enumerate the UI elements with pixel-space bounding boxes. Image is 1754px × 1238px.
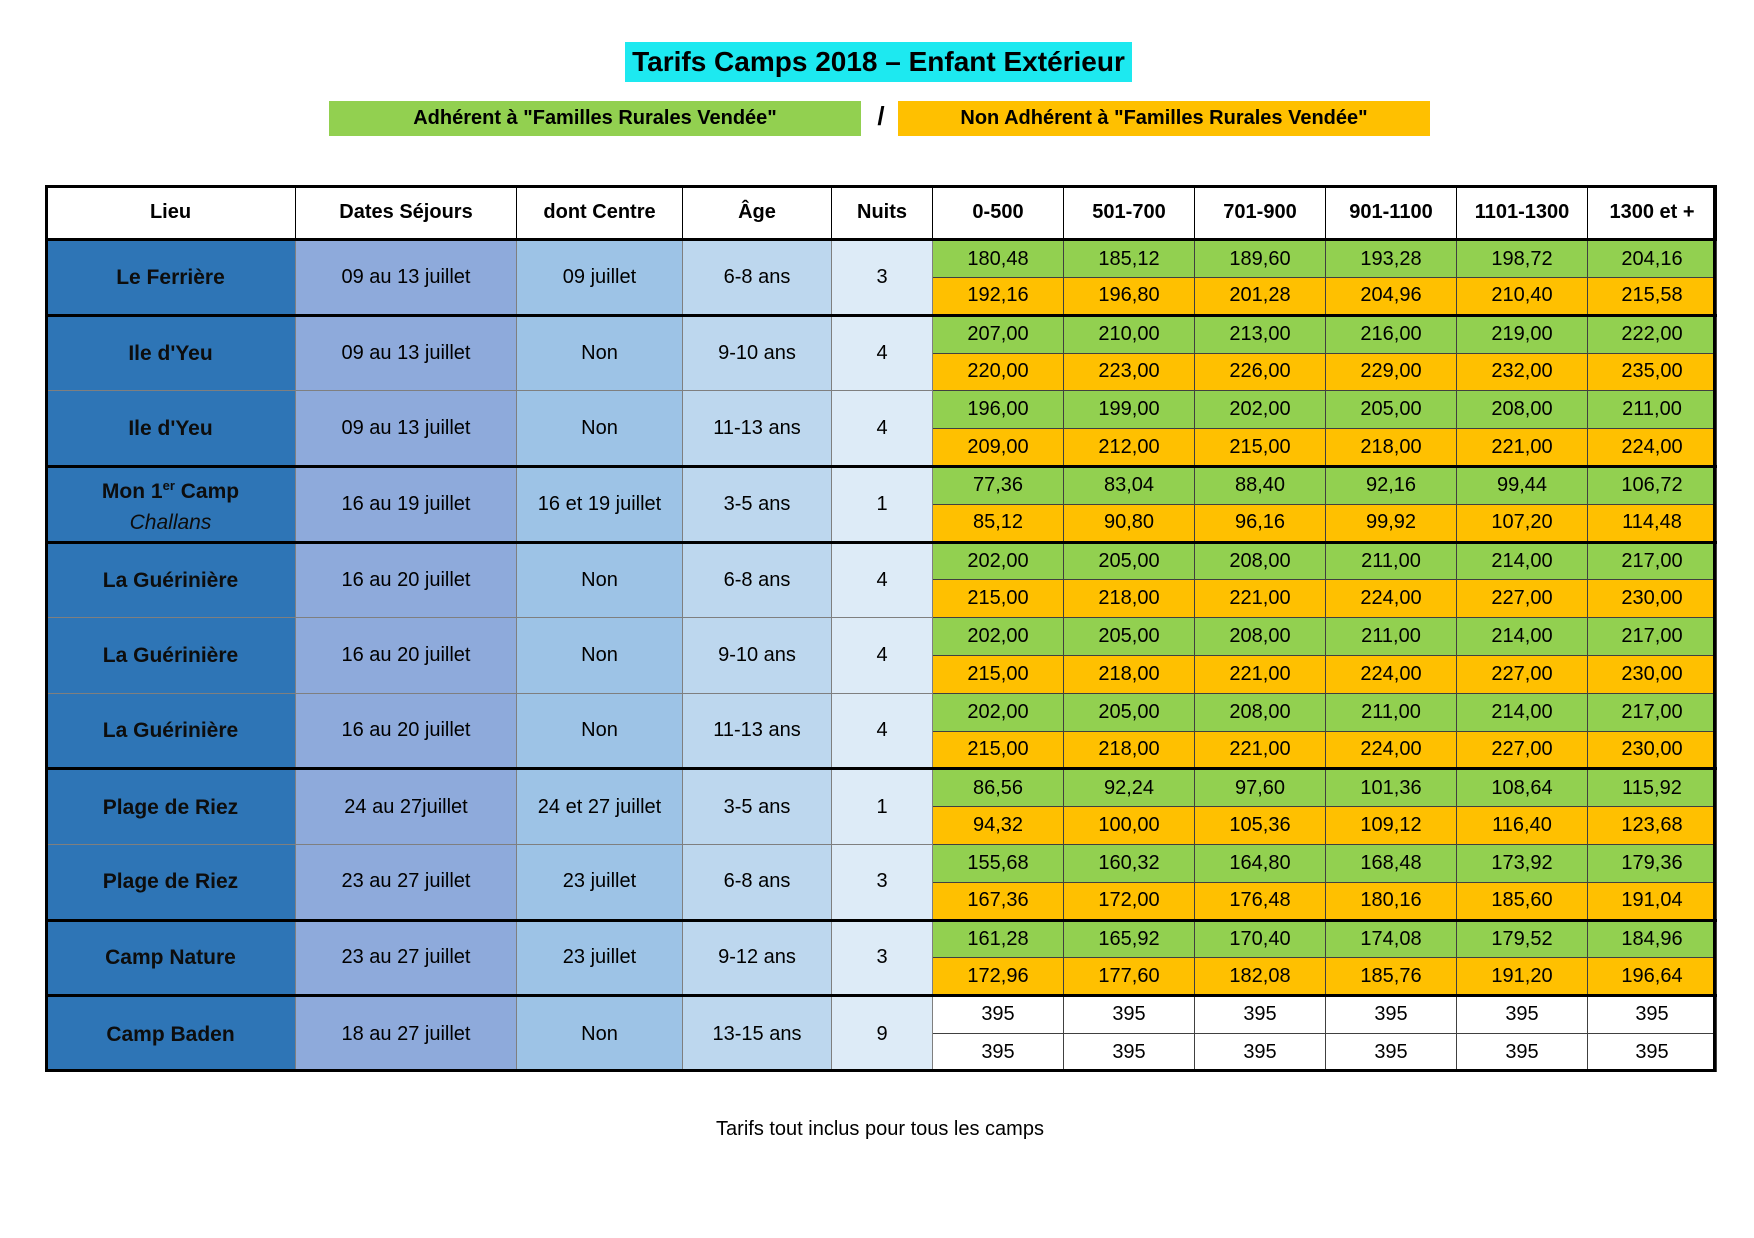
cell-lieu: Plage de Riez [46, 769, 296, 845]
cell-dates: 16 au 20 juillet [296, 618, 517, 694]
cell-nuits: 4 [832, 315, 933, 391]
price-adherent: 217,00 [1588, 542, 1717, 580]
header-0-500: 0-500 [933, 186, 1064, 240]
price-non-adherent: 209,00 [933, 429, 1064, 467]
price-non-adherent: 176,48 [1195, 882, 1326, 920]
price-adherent: 86,56 [933, 769, 1064, 807]
cell-nuits: 4 [832, 693, 933, 769]
lieu-name-sup: er [162, 478, 175, 494]
price-non-adherent: 227,00 [1457, 655, 1588, 693]
price-non-adherent: 221,00 [1195, 731, 1326, 769]
header-age: Âge [683, 186, 832, 240]
price-adherent: 165,92 [1064, 920, 1195, 958]
price-adherent: 208,00 [1457, 391, 1588, 429]
price-adherent: 202,00 [1195, 391, 1326, 429]
price-adherent: 185,12 [1064, 240, 1195, 278]
price-non-adherent: 94,32 [933, 807, 1064, 845]
price-non-adherent: 196,80 [1064, 277, 1195, 315]
cell-age: 6-8 ans [683, 542, 832, 618]
table-row-adherent [46, 693, 1717, 731]
tarifs-table [45, 185, 1717, 1072]
cell-age: 3-5 ans [683, 466, 832, 542]
table-row-adherent [46, 315, 1717, 353]
price-adherent: 216,00 [1326, 315, 1457, 353]
cell-lieu: Camp Baden [46, 996, 296, 1072]
page-title: Tarifs Camps 2018 – Enfant Extérieur [625, 42, 1132, 82]
lieu-name [46, 470, 295, 507]
cell-dates: 09 au 13 juillet [296, 240, 517, 316]
header-lieu: Lieu [46, 186, 296, 240]
price-adherent: 198,72 [1457, 240, 1588, 278]
price-non-adherent: 223,00 [1064, 353, 1195, 391]
price-adherent: 395 [1195, 996, 1326, 1034]
price-adherent: 184,96 [1588, 920, 1717, 958]
price-non-adherent: 395 [1457, 1033, 1588, 1071]
price-non-adherent: 96,16 [1195, 504, 1326, 542]
cell-lieu: La Guérinière [46, 693, 296, 769]
price-adherent: 189,60 [1195, 240, 1326, 278]
header-701-900: 701-900 [1195, 186, 1326, 240]
header-1300-plus: 1300 et + [1588, 186, 1717, 240]
price-non-adherent: 123,68 [1588, 807, 1717, 845]
price-adherent: 208,00 [1195, 542, 1326, 580]
price-adherent: 179,52 [1457, 920, 1588, 958]
cell-centre: Non [517, 542, 683, 618]
price-adherent: 395 [933, 996, 1064, 1034]
price-adherent: 168,48 [1326, 844, 1457, 882]
price-non-adherent: 230,00 [1588, 655, 1717, 693]
lieu-name-main: Mon 1 [101, 480, 163, 504]
legend-separator: / [877, 101, 885, 131]
cell-nuits: 9 [832, 996, 933, 1072]
price-adherent: 217,00 [1588, 693, 1717, 731]
table-row-adherent [46, 466, 1717, 504]
cell-age: 11-13 ans [683, 391, 832, 467]
price-non-adherent: 172,96 [933, 958, 1064, 996]
cell-age: 9-12 ans [683, 920, 832, 996]
cell-lieu: La Guérinière [46, 618, 296, 694]
price-non-adherent: 221,00 [1195, 580, 1326, 618]
legend-non-adherent: Non Adhérent à "Familles Rurales Vendée" [898, 101, 1430, 136]
cell-lieu: Plage de Riez [46, 844, 296, 920]
price-adherent: 205,00 [1064, 693, 1195, 731]
price-non-adherent: 224,00 [1326, 580, 1457, 618]
price-non-adherent: 218,00 [1064, 580, 1195, 618]
price-non-adherent: 221,00 [1195, 655, 1326, 693]
price-non-adherent: 204,96 [1326, 277, 1457, 315]
cell-lieu: Camp Nature [46, 920, 296, 996]
table-header-row [46, 186, 1717, 240]
price-non-adherent: 235,00 [1588, 353, 1717, 391]
price-non-adherent: 215,00 [933, 655, 1064, 693]
price-adherent: 92,24 [1064, 769, 1195, 807]
cell-lieu: Ile d'Yeu [46, 391, 296, 467]
price-adherent: 208,00 [1195, 693, 1326, 731]
price-non-adherent: 224,00 [1588, 429, 1717, 467]
price-adherent: 395 [1588, 996, 1717, 1034]
price-adherent: 205,00 [1064, 618, 1195, 656]
price-non-adherent: 105,36 [1195, 807, 1326, 845]
table-row-adherent [46, 920, 1717, 958]
price-non-adherent: 227,00 [1457, 731, 1588, 769]
price-adherent: 180,48 [933, 240, 1064, 278]
price-non-adherent: 224,00 [1326, 731, 1457, 769]
cell-lieu: Ile d'Yeu [46, 315, 296, 391]
price-non-adherent: 218,00 [1326, 429, 1457, 467]
table-row-adherent [46, 391, 1717, 429]
cell-dates: 16 au 19 juillet [296, 466, 517, 542]
price-adherent: 202,00 [933, 542, 1064, 580]
table-row-adherent [46, 769, 1717, 807]
price-non-adherent: 109,12 [1326, 807, 1457, 845]
price-non-adherent: 185,60 [1457, 882, 1588, 920]
price-non-adherent: 85,12 [933, 504, 1064, 542]
cell-lieu: Le Ferrière [46, 240, 296, 316]
price-non-adherent: 215,00 [933, 731, 1064, 769]
cell-centre: 23 juillet [517, 920, 683, 996]
price-adherent: 97,60 [1195, 769, 1326, 807]
price-adherent: 219,00 [1457, 315, 1588, 353]
price-non-adherent: 215,00 [1195, 429, 1326, 467]
price-adherent: 204,16 [1588, 240, 1717, 278]
price-non-adherent: 185,76 [1326, 958, 1457, 996]
legend-adherent: Adhérent à "Familles Rurales Vendée" [329, 101, 861, 136]
price-non-adherent: 218,00 [1064, 655, 1195, 693]
price-adherent: 207,00 [933, 315, 1064, 353]
cell-centre: Non [517, 693, 683, 769]
price-non-adherent: 212,00 [1064, 429, 1195, 467]
price-non-adherent: 172,00 [1064, 882, 1195, 920]
price-non-adherent: 210,40 [1457, 277, 1588, 315]
price-adherent: 202,00 [933, 618, 1064, 656]
price-non-adherent: 100,00 [1064, 807, 1195, 845]
price-non-adherent: 232,00 [1457, 353, 1588, 391]
cell-centre: 24 et 27 juillet [517, 769, 683, 845]
price-adherent: 108,64 [1457, 769, 1588, 807]
price-adherent: 214,00 [1457, 693, 1588, 731]
price-adherent: 92,16 [1326, 466, 1457, 504]
price-adherent: 395 [1457, 996, 1588, 1034]
cell-age: 3-5 ans [683, 769, 832, 845]
price-non-adherent: 107,20 [1457, 504, 1588, 542]
header-501-700: 501-700 [1064, 186, 1195, 240]
header-centre: dont Centre [517, 186, 683, 240]
header-1101-1300: 1101-1300 [1457, 186, 1588, 240]
lieu-city: Challans [129, 511, 212, 535]
cell-dates: 24 au 27juillet [296, 769, 517, 845]
price-adherent: 205,00 [1326, 391, 1457, 429]
price-adherent: 179,36 [1588, 844, 1717, 882]
price-non-adherent: 395 [1326, 1033, 1457, 1071]
cell-dates: 09 au 13 juillet [296, 315, 517, 391]
price-non-adherent: 90,80 [1064, 504, 1195, 542]
table-row-adherent [46, 240, 1717, 278]
cell-age: 9-10 ans [683, 315, 832, 391]
price-non-adherent: 192,16 [933, 277, 1064, 315]
price-non-adherent: 196,64 [1588, 958, 1717, 996]
cell-nuits: 1 [832, 466, 933, 542]
cell-nuits: 1 [832, 769, 933, 845]
price-non-adherent: 230,00 [1588, 580, 1717, 618]
price-non-adherent: 191,04 [1588, 882, 1717, 920]
price-non-adherent: 229,00 [1326, 353, 1457, 391]
price-adherent: 211,00 [1588, 391, 1717, 429]
price-adherent: 202,00 [933, 693, 1064, 731]
price-adherent: 222,00 [1588, 315, 1717, 353]
price-adherent: 208,00 [1195, 618, 1326, 656]
price-adherent: 213,00 [1195, 315, 1326, 353]
price-non-adherent: 218,00 [1064, 731, 1195, 769]
cell-age: 6-8 ans [683, 844, 832, 920]
cell-nuits: 4 [832, 391, 933, 467]
price-adherent: 106,72 [1588, 466, 1717, 504]
price-adherent: 210,00 [1064, 315, 1195, 353]
cell-centre: 09 juillet [517, 240, 683, 316]
price-non-adherent: 395 [1195, 1033, 1326, 1071]
price-adherent: 88,40 [1195, 466, 1326, 504]
price-non-adherent: 227,00 [1457, 580, 1588, 618]
tarifs-table-wrapper [45, 185, 1716, 1072]
cell-nuits: 3 [832, 920, 933, 996]
cell-age: 13-15 ans [683, 996, 832, 1072]
header-nuits: Nuits [832, 186, 933, 240]
price-adherent: 83,04 [1064, 466, 1195, 504]
price-non-adherent: 395 [1588, 1033, 1717, 1071]
price-adherent: 115,92 [1588, 769, 1717, 807]
price-non-adherent: 116,40 [1457, 807, 1588, 845]
price-adherent: 101,36 [1326, 769, 1457, 807]
price-adherent: 214,00 [1457, 542, 1588, 580]
table-row-adherent [46, 618, 1717, 656]
price-adherent: 77,36 [933, 466, 1064, 504]
price-adherent: 199,00 [1064, 391, 1195, 429]
cell-nuits: 3 [832, 240, 933, 316]
price-adherent: 395 [1326, 996, 1457, 1034]
price-adherent: 173,92 [1457, 844, 1588, 882]
cell-dates: 16 au 20 juillet [296, 693, 517, 769]
table-row-adherent [46, 542, 1717, 580]
price-adherent: 174,08 [1326, 920, 1457, 958]
price-non-adherent: 180,16 [1326, 882, 1457, 920]
table-row-adherent [46, 844, 1717, 882]
price-adherent: 164,80 [1195, 844, 1326, 882]
price-adherent: 99,44 [1457, 466, 1588, 504]
cell-nuits: 4 [832, 542, 933, 618]
cell-centre: Non [517, 618, 683, 694]
cell-centre: Non [517, 315, 683, 391]
price-adherent: 211,00 [1326, 693, 1457, 731]
price-non-adherent: 226,00 [1195, 353, 1326, 391]
price-non-adherent: 201,28 [1195, 277, 1326, 315]
header-901-1100: 901-1100 [1326, 186, 1457, 240]
cell-centre: Non [517, 391, 683, 467]
price-non-adherent: 395 [1064, 1033, 1195, 1071]
cell-age: 9-10 ans [683, 618, 832, 694]
price-adherent: 193,28 [1326, 240, 1457, 278]
price-adherent: 205,00 [1064, 542, 1195, 580]
price-adherent: 211,00 [1326, 542, 1457, 580]
price-non-adherent: 230,00 [1588, 731, 1717, 769]
cell-dates: 18 au 27 juillet [296, 996, 517, 1072]
cell-age: 6-8 ans [683, 240, 832, 316]
price-adherent: 160,32 [1064, 844, 1195, 882]
cell-lieu: La Guérinière [46, 542, 296, 618]
price-non-adherent: 221,00 [1457, 429, 1588, 467]
lieu-name-rest: Camp [174, 480, 240, 504]
price-non-adherent: 215,58 [1588, 277, 1717, 315]
footer-note: Tarifs tout inclus pour tous les camps [716, 1118, 1044, 1140]
cell-nuits: 4 [832, 618, 933, 694]
price-adherent: 395 [1064, 996, 1195, 1034]
cell-lieu [46, 466, 296, 542]
cell-dates: 09 au 13 juillet [296, 391, 517, 467]
price-non-adherent: 215,00 [933, 580, 1064, 618]
price-non-adherent: 191,20 [1457, 958, 1588, 996]
price-non-adherent: 114,48 [1588, 504, 1717, 542]
price-adherent: 214,00 [1457, 618, 1588, 656]
price-non-adherent: 177,60 [1064, 958, 1195, 996]
cell-dates: 23 au 27 juillet [296, 844, 517, 920]
price-adherent: 217,00 [1588, 618, 1717, 656]
price-adherent: 161,28 [933, 920, 1064, 958]
price-non-adherent: 224,00 [1326, 655, 1457, 693]
cell-centre: Non [517, 996, 683, 1072]
price-non-adherent: 167,36 [933, 882, 1064, 920]
cell-nuits: 3 [832, 844, 933, 920]
price-adherent: 196,00 [933, 391, 1064, 429]
price-adherent: 170,40 [1195, 920, 1326, 958]
price-non-adherent: 182,08 [1195, 958, 1326, 996]
cell-dates: 16 au 20 juillet [296, 542, 517, 618]
price-adherent: 155,68 [933, 844, 1064, 882]
price-non-adherent: 395 [933, 1033, 1064, 1071]
header-dates: Dates Séjours [296, 186, 517, 240]
cell-age: 11-13 ans [683, 693, 832, 769]
cell-centre: 23 juillet [517, 844, 683, 920]
price-adherent: 211,00 [1326, 618, 1457, 656]
cell-dates: 23 au 27 juillet [296, 920, 517, 996]
price-non-adherent: 99,92 [1326, 504, 1457, 542]
price-non-adherent: 220,00 [933, 353, 1064, 391]
cell-centre: 16 et 19 juillet [517, 466, 683, 542]
table-row-adherent [46, 996, 1717, 1034]
